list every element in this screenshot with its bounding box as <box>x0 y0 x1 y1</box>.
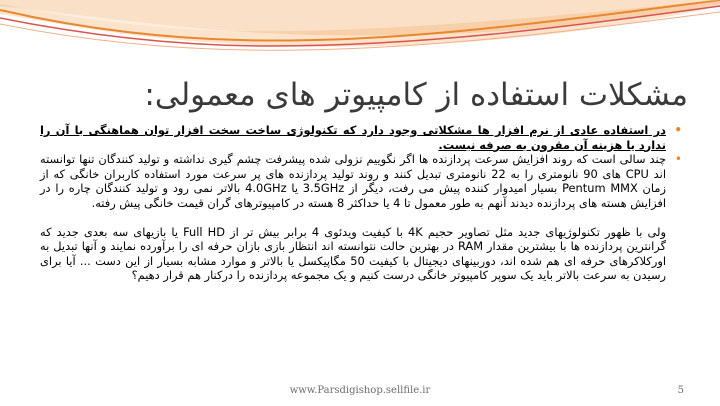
body-paragraph: ولی با ظهور تکنولوژیهای جدید مثل تصاویر حجیم 4K با کیفیت ویدئوی 4 برابر بیش تر از Full HD یا بازیهای سه بعدی جدید که گرانترین پردازنده ها با بیشترین مقدار RAM در بهترین حالت نتوانسته اند انتظار بازی بازان حرفه ای را برآورده نمایند و آنها تبدیل به اورکلاکرهای حرفه ای هم شده اند، دوربینهای دیجیتال با کیفیت 50 مگاپیکسل یا بالاتر و موارد مشابه بسیار از این دست ... آیا برای رسیدن به سرعت بالاتر باید یک سوپر کامپیوتر خانگی درست کنیم و یک مجموعه پردازنده را درکنار هم قرار دهیم؟ <box>40 224 666 283</box>
page-number: 5 <box>677 385 684 396</box>
bullet-text: چند سالی است که روند افزایش سرعت پردازنده ها اگر نگوییم نزولی شده پیشرفت چشم گیری نداشته و تولید کنندگان تنها توانسته اند CPU های 90 نانومتری را به 22 نانومتری تبدیل کنند و روند تولید پردازنده های پر سرعت مورد استفاده کاربران خانگی که از زمان Pentum MMX بسیار امیدوار کننده پیش می رفت، دیگر از 3.5GHz یا 4.0GHz بالاتر نمی رود و تولید کنندگان چاره را در افزایش هسته های پردازنده دیدند آنهم به طور معمول تا 4 یا حداکثر 8 هسته در کامپیوترهای گران قیمت خانگی پیش رفته. <box>40 152 666 210</box>
bullet-text: در استفاده عادی از نرم افزار ها مشکلاتی وجود دارد که تکنولوژی ساخت سخت افزار توان هماهنگی با آن را ندارد یا هزینه آن مقرون به صرفه نیست. <box>40 123 666 152</box>
bullet-icon: • <box>674 152 682 167</box>
paragraph-gap <box>40 211 684 225</box>
slide-body <box>40 123 684 283</box>
decorative-swoosh <box>0 0 720 80</box>
bullet-item <box>40 152 684 210</box>
bullet-item <box>40 123 684 152</box>
footer-url: www.Parsdigishop.sellfile.ir <box>289 385 431 396</box>
bullet-icon: • <box>674 123 682 137</box>
slide-title: مشکلات استفاده از کامپیوتر های معمولی: <box>144 77 688 113</box>
